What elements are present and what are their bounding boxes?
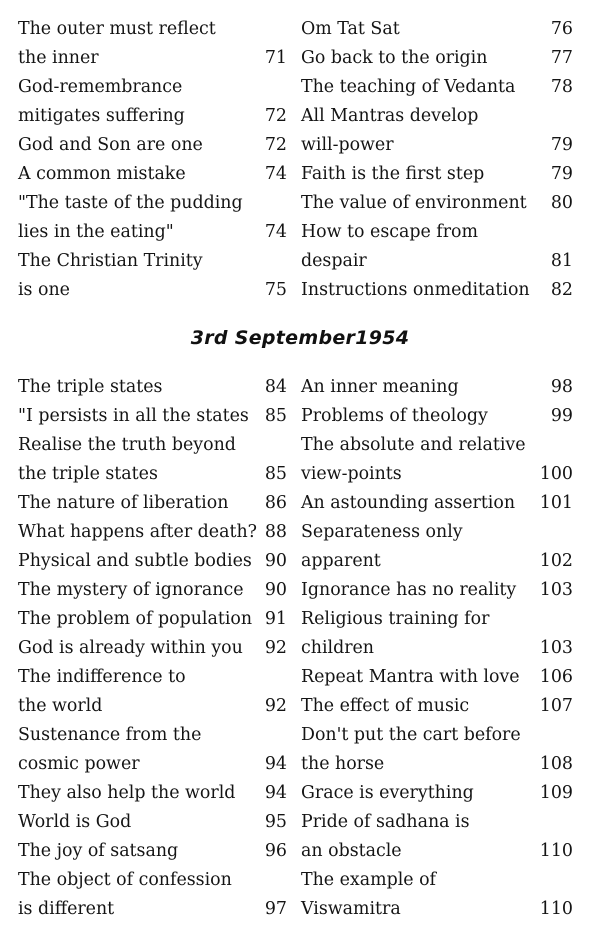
entry-title: The triple states	[18, 377, 163, 397]
entry-page: 81	[550, 251, 573, 271]
entry-title: An inner meaning	[301, 377, 459, 397]
toc-entry	[18, 721, 287, 750]
entry-title: The example of	[301, 870, 436, 890]
entry-page: 77	[550, 48, 573, 68]
entry-title: God and Son are one	[18, 135, 203, 155]
entry-page: 86	[264, 493, 287, 513]
entry-title: How to escape from	[301, 222, 479, 242]
entry-title: is different	[18, 899, 115, 919]
toc-entry	[301, 131, 573, 160]
entry-title: Don't put the cart before	[301, 725, 521, 745]
entry-title: Religious training for	[301, 609, 490, 629]
toc-right-column	[301, 15, 573, 305]
toc-entry	[18, 373, 287, 402]
entry-title: the horse	[301, 754, 385, 774]
entry-title: Pride of sadhana is	[301, 812, 470, 832]
entry-title: Ignorance has no reality	[301, 580, 517, 600]
entry-title: The object of confession	[18, 870, 232, 890]
entry-page: 103	[539, 638, 573, 658]
toc-entry	[18, 692, 287, 721]
entry-title: World is God	[18, 812, 132, 832]
entry-page: 75	[264, 280, 287, 300]
entry-title: the triple states	[18, 464, 158, 484]
entry-page: 92	[264, 696, 287, 716]
toc-entry	[301, 837, 573, 866]
entry-page: 96	[264, 841, 287, 861]
toc-entry	[301, 73, 573, 102]
toc-entry	[301, 721, 573, 750]
toc-entry	[18, 605, 287, 634]
toc-entry	[301, 189, 573, 218]
entry-title: The mystery of ignorance	[18, 580, 244, 600]
entry-page: 84	[264, 377, 287, 397]
toc-entry	[18, 247, 287, 276]
toc-entry	[18, 489, 287, 518]
toc-entry	[18, 460, 287, 489]
toc-entry	[18, 518, 287, 547]
toc-entry	[301, 547, 573, 576]
toc-entry	[18, 431, 287, 460]
entry-page: 74	[264, 164, 287, 184]
toc-entry	[18, 402, 287, 431]
entry-page: 91	[264, 609, 287, 629]
entry-title: The teaching of Vedanta	[301, 77, 516, 97]
toc-entry	[18, 218, 287, 247]
toc-entry	[18, 634, 287, 663]
toc-entry	[301, 634, 573, 663]
entry-title: view-points	[301, 464, 402, 484]
entry-title: is one	[18, 280, 70, 300]
entry-title: mitigates suffering	[18, 106, 185, 126]
entry-page: 90	[264, 551, 287, 571]
entry-title: despair	[301, 251, 367, 271]
entry-page: 74	[264, 222, 287, 242]
toc-entry	[301, 15, 573, 44]
entry-title: The indifference to	[18, 667, 186, 687]
entry-page: 107	[539, 696, 573, 716]
toc-entry	[301, 808, 573, 837]
entry-title: The problem of population	[18, 609, 253, 629]
entry-page: 110	[539, 899, 573, 919]
entry-title: Separateness only	[301, 522, 463, 542]
entry-title: The outer must reflect	[18, 19, 216, 39]
entry-title: children	[301, 638, 375, 658]
toc-right-column	[301, 373, 573, 924]
toc-entry	[301, 276, 573, 305]
entry-page: 99	[550, 406, 573, 426]
toc-entry	[301, 663, 573, 692]
toc-entry	[18, 750, 287, 779]
toc-entry	[301, 460, 573, 489]
entry-title: apparent	[301, 551, 381, 571]
entry-page: 109	[539, 783, 573, 803]
entry-title: They also help the world	[18, 783, 236, 803]
toc-entry	[18, 44, 287, 73]
entry-title: The nature of liberation	[18, 493, 229, 513]
entry-title: lies in the eating"	[18, 222, 174, 242]
toc-entry	[301, 489, 573, 518]
entry-page: 85	[264, 464, 287, 484]
toc-left-column	[18, 15, 287, 305]
toc-entry	[301, 605, 573, 634]
entry-page: 95	[264, 812, 287, 832]
section-heading: 3rd September1954	[190, 327, 410, 349]
entry-title: Realise the truth beyond	[18, 435, 236, 455]
entry-page: 110	[539, 841, 573, 861]
entry-page: 108	[539, 754, 573, 774]
entry-title: Physical and subtle bodies	[18, 551, 252, 571]
toc-entry	[301, 373, 573, 402]
toc-entry	[301, 866, 573, 895]
entry-title: The joy of satsang	[18, 841, 179, 861]
toc-entry	[301, 44, 573, 73]
entry-page: 90	[264, 580, 287, 600]
entry-title: All Mantras develop	[301, 106, 479, 126]
entry-title: The Christian Trinity	[18, 251, 203, 271]
entry-title: "The taste of the pudding	[18, 193, 243, 213]
entry-page: 106	[539, 667, 573, 687]
entry-title: What happens after death?	[18, 522, 257, 542]
toc-entry	[301, 518, 573, 547]
entry-title: the inner	[18, 48, 99, 68]
toc-entry	[18, 547, 287, 576]
toc-entry	[18, 779, 287, 808]
toc-left-column	[18, 373, 287, 924]
toc-entry	[18, 131, 287, 160]
entry-title: Problems of theology	[301, 406, 488, 426]
entry-title: An astounding assertion	[301, 493, 516, 513]
entry-title: cosmic power	[18, 754, 140, 774]
entry-title: God is already within you	[18, 638, 243, 658]
toc-section-2	[0, 373, 600, 924]
entry-title: Viswamitra	[301, 899, 401, 919]
entry-title: The effect of music	[301, 696, 470, 716]
entry-page: 103	[539, 580, 573, 600]
entry-page: 100	[539, 464, 573, 484]
entry-page: 78	[550, 77, 573, 97]
toc-entry	[18, 15, 287, 44]
toc-entry	[301, 692, 573, 721]
entry-page: 72	[264, 106, 287, 126]
toc-entry	[18, 895, 287, 924]
toc-entry	[301, 102, 573, 131]
entry-title: will-power	[301, 135, 394, 155]
entry-page: 76	[550, 19, 573, 39]
entry-title: The value of environment	[301, 193, 527, 213]
entry-page: 82	[550, 280, 573, 300]
toc-entry	[301, 402, 573, 431]
entry-title: Instructions onmeditation	[301, 280, 530, 300]
toc-entry	[18, 866, 287, 895]
entry-title: Sustenance from the	[18, 725, 202, 745]
toc-entry	[18, 808, 287, 837]
entry-title: A common mistake	[18, 164, 186, 184]
toc-entry	[18, 576, 287, 605]
entry-page: 102	[539, 551, 573, 571]
toc-entry	[301, 779, 573, 808]
entry-page: 97	[264, 899, 287, 919]
toc-entry	[18, 160, 287, 189]
entry-title: an obstacle	[301, 841, 402, 861]
toc-entry	[18, 73, 287, 102]
entry-title: Grace is everything	[301, 783, 474, 803]
entry-title: the world	[18, 696, 103, 716]
entry-page: 79	[550, 135, 573, 155]
entry-title: The absolute and relative	[301, 435, 526, 455]
entry-page: 101	[539, 493, 573, 513]
entry-title: Repeat Mantra with love	[301, 667, 520, 687]
toc-entry	[18, 189, 287, 218]
toc-entry	[301, 895, 573, 924]
entry-title: Faith is the first step	[301, 164, 485, 184]
entry-page: 92	[264, 638, 287, 658]
toc-entry	[301, 750, 573, 779]
entry-title: Om Tat Sat	[301, 19, 400, 39]
entry-page: 88	[264, 522, 287, 542]
entry-page: 98	[550, 377, 573, 397]
entry-page: 85	[264, 406, 287, 426]
toc-entry	[18, 276, 287, 305]
entry-page: 80	[550, 193, 573, 213]
toc-entry	[301, 576, 573, 605]
entry-title: God-remembrance	[18, 77, 183, 97]
toc-entry	[18, 102, 287, 131]
entry-page: 94	[264, 783, 287, 803]
toc-entry	[301, 218, 573, 247]
toc-entry	[18, 837, 287, 866]
toc-entry	[301, 160, 573, 189]
entry-page: 71	[264, 48, 287, 68]
entry-page: 79	[550, 164, 573, 184]
toc-section-1	[0, 15, 600, 305]
toc-entry	[301, 431, 573, 460]
entry-page: 94	[264, 754, 287, 774]
toc-entry	[18, 663, 287, 692]
entry-title: Go back to the origin	[301, 48, 488, 68]
entry-page: 72	[264, 135, 287, 155]
entry-title: "I persists in all the states	[18, 406, 249, 426]
toc-entry	[301, 247, 573, 276]
